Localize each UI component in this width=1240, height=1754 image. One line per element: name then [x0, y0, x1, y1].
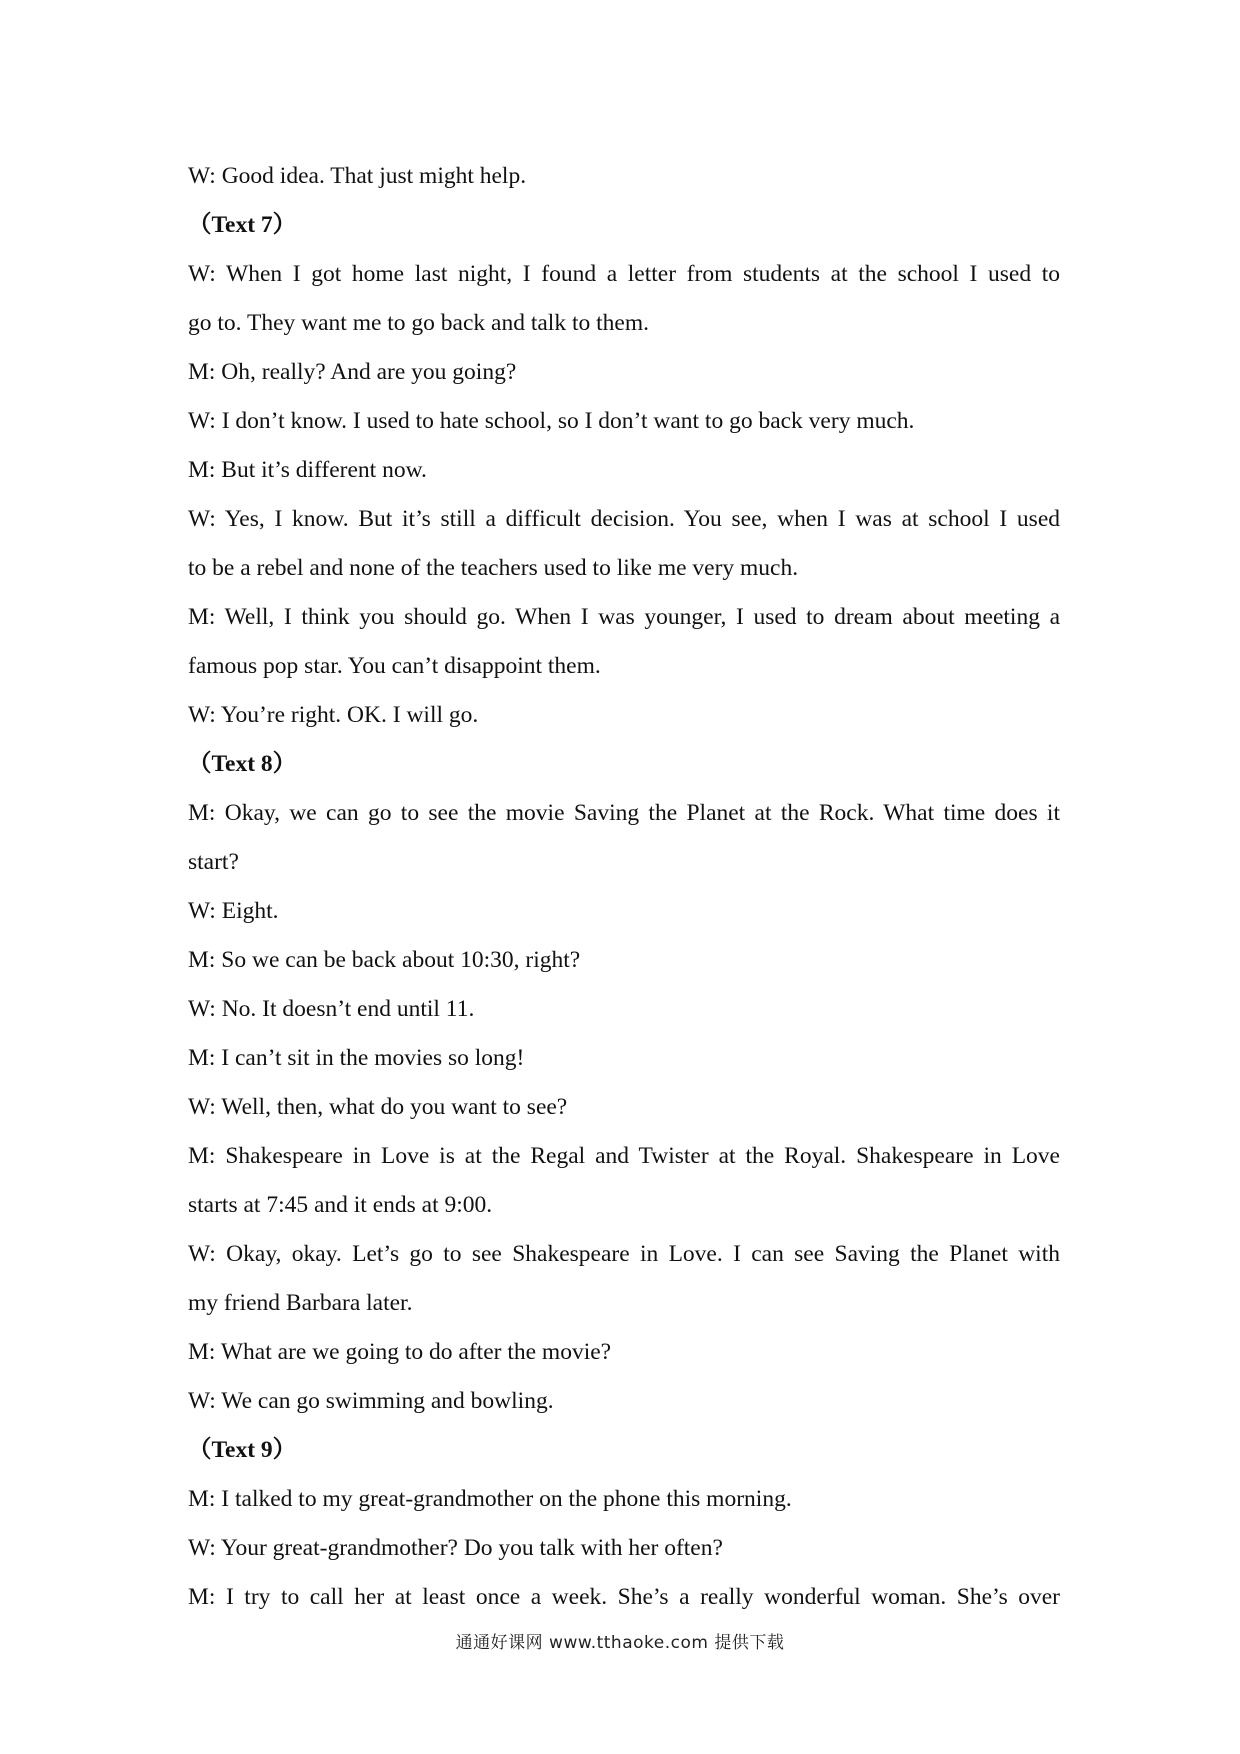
transcript-line: my friend Barbara later. [188, 1290, 413, 1316]
transcript-line: M: I can’t sit in the movies so long! [188, 1045, 525, 1071]
transcript-line: M: Shakespeare in Love is at the Regal and Twister at the Royal. Shakespeare in Love [188, 1143, 1060, 1169]
transcript-body [188, 152, 1060, 1622]
transcript-line: W: Okay, okay. Let’s go to see Shakespeare in Love. I can see Saving the Planet with [188, 1241, 1060, 1267]
transcript-line: W: We can go swimming and bowling. [188, 1388, 554, 1414]
transcript-line: W: No. It doesn’t end until 11. [188, 996, 475, 1022]
transcript-line: W: Good idea. That just might help. [188, 163, 527, 189]
transcript-line: W: When I got home last night, I found a letter from students at the school I used to [188, 261, 1060, 287]
transcript-line: M: Okay, we can go to see the movie Saving the Planet at the Rock. What time does it [188, 800, 1060, 826]
transcript-line: M: So we can be back about 10:30, right? [188, 947, 581, 973]
transcript-line: go to. They want me to go back and talk to them. [188, 310, 649, 336]
transcript-line: W: You’re right. OK. I will go. [188, 702, 479, 728]
transcript-line: W: I don’t know. I used to hate school, so I don’t want to go back very much. [188, 408, 915, 434]
page-footer: 通通好课网 www.tthaoke.com 提供下载 [455, 1633, 785, 1653]
transcript-line: M: Oh, really? And are you going? [188, 359, 517, 385]
transcript-line: W: Your great-grandmother? Do you talk with her often? [188, 1535, 723, 1561]
transcript-line: M: I try to call her at least once a week. She’s a really wonderful woman. She’s over [188, 1584, 1060, 1610]
transcript-line: start? [188, 849, 239, 875]
transcript-line: W: Eight. [188, 898, 279, 924]
transcript-line: M: I talked to my great-grandmother on the phone this morning. [188, 1486, 792, 1512]
transcript-line: M: But it’s different now. [188, 457, 427, 483]
transcript-line: W: Well, then, what do you want to see? [188, 1094, 568, 1120]
transcript-line: famous pop star. You can’t disappoint them. [188, 653, 601, 679]
section-heading: （Text 9） [188, 1437, 297, 1463]
transcript-line: M: Well, I think you should go. When I was younger, I used to dream about meeting a [188, 604, 1060, 630]
section-heading: （Text 8） [188, 751, 297, 777]
section-heading: （Text 7） [188, 212, 297, 238]
transcript-line: M: What are we going to do after the movie? [188, 1339, 612, 1365]
transcript-line: W: Yes, I know. But it’s still a difficult decision. You see, when I was at school I used [188, 506, 1060, 532]
transcript-line: to be a rebel and none of the teachers used to like me very much. [188, 555, 799, 581]
transcript-line: starts at 7:45 and it ends at 9:00. [188, 1192, 493, 1218]
